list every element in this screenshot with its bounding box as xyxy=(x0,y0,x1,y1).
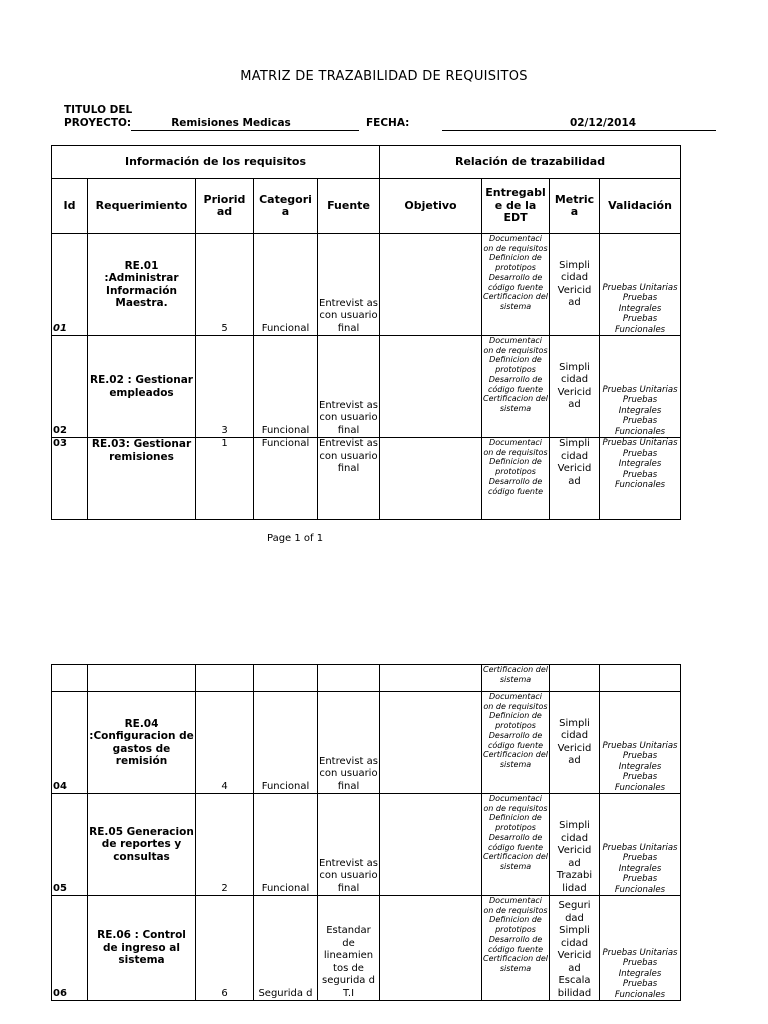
row-priority: 4 xyxy=(196,692,254,794)
row-deliverable: Documentaci on de requisitos Definicion de prototipos Desarrollo de código fuente xyxy=(482,438,550,520)
table-row xyxy=(52,438,681,520)
row-validation: Pruebas Unitarias Pruebas Integrales Pruebas Funcionales xyxy=(600,896,681,1001)
row-requirement: RE.01 :Administrar Información Maestra. xyxy=(88,234,196,336)
document-title: MATRIZ DE TRAZABILIDAD DE REQUISITOS xyxy=(240,69,528,84)
row-validation: Pruebas Unitarias Pruebas Integrales Pruebas Funcionales xyxy=(600,794,681,896)
row-id: 06 xyxy=(52,896,88,1001)
row-source: Entrevist as con usuario final xyxy=(318,794,380,896)
row-id: 05 xyxy=(52,794,88,896)
row-source: Entrevist as con usuario final xyxy=(318,692,380,794)
col-validation: Validación xyxy=(600,179,681,234)
row-deliverable-continuation: Certificacion del sistema xyxy=(482,665,550,692)
row-deliverable: Documentaci on de requisitos Definicion de prototipos Desarrollo de código fuente Certificacion del sistema xyxy=(482,234,550,336)
row-id: 02 xyxy=(52,336,88,438)
row-category: Segurida d xyxy=(254,896,318,1001)
row-source: Entrevist as con usuario final xyxy=(318,234,380,336)
row-id: 03 xyxy=(52,438,88,520)
row-deliverable: Documentaci on de requisitos Definicion de prototipos Desarrollo de código fuente Certificacion del sistema xyxy=(482,336,550,438)
row-priority: 1 xyxy=(196,438,254,520)
row-priority: 6 xyxy=(196,896,254,1001)
group-traceability-relation: Relación de trazabilidad xyxy=(380,146,681,179)
row-category: Funcional xyxy=(254,234,318,336)
row-objective xyxy=(380,896,482,1001)
table-row xyxy=(52,336,681,438)
page-footer: Page 1 of 1 xyxy=(267,533,324,544)
row-metric: Simpli cidad Vericid ad xyxy=(550,234,600,336)
table-row xyxy=(52,692,681,794)
col-priority: Priorid ad xyxy=(196,179,254,234)
row-category: Funcional xyxy=(254,438,318,520)
row-deliverable: Documentaci on de requisitos Definicion de prototipos Desarrollo de código fuente Certificacion del sistema xyxy=(482,896,550,1001)
group-info-requirements: Información de los requisitos xyxy=(52,146,380,179)
row-deliverable: Documentaci on de requisitos Definicion de prototipos Desarrollo de código fuente Certificacion del sistema xyxy=(482,692,550,794)
row-priority: 2 xyxy=(196,794,254,896)
date-value: 02/12/2014 xyxy=(569,117,637,129)
table-row xyxy=(52,665,681,692)
traceability-matrix xyxy=(51,145,681,520)
col-metric: Metric a xyxy=(550,179,600,234)
row-source: Estandar de lineamien tos de segurida d T.I xyxy=(318,896,380,1001)
row-id: 04 xyxy=(52,692,88,794)
project-underline xyxy=(131,130,359,131)
row-category: Funcional xyxy=(254,336,318,438)
col-requirement: Requerimiento xyxy=(88,179,196,234)
row-metric: Simpli cidad Vericid ad xyxy=(550,336,600,438)
traceability-matrix-continued xyxy=(51,664,681,1001)
row-validation: Pruebas Unitarias Pruebas Integrales Pruebas Funcionales xyxy=(600,336,681,438)
row-validation: Pruebas Unitarias Pruebas Integrales Pruebas Funcionales xyxy=(600,234,681,336)
row-metric: Simpli cidad Vericid ad Trazabi lidad xyxy=(550,794,600,896)
date-label: FECHA: xyxy=(366,117,410,129)
row-deliverable: Documentaci on de requisitos Definicion de prototipos Desarrollo de código fuente Certificacion del sistema xyxy=(482,794,550,896)
row-objective xyxy=(380,438,482,520)
row-validation: Pruebas Unitarias Pruebas Integrales Pruebas Funcionales xyxy=(600,692,681,794)
col-source: Fuente xyxy=(318,179,380,234)
row-requirement: RE.03: Gestionar remisiones xyxy=(88,438,196,520)
row-requirement: RE.06 : Control de ingreso al sistema xyxy=(88,896,196,1001)
row-requirement: RE.02 : Gestionar empleados xyxy=(88,336,196,438)
row-source: Entrevist as con usuario final xyxy=(318,438,380,520)
col-id: Id xyxy=(52,179,88,234)
row-id: 01 xyxy=(52,234,88,336)
row-category: Funcional xyxy=(254,794,318,896)
row-requirement: RE.05 Generacion de reportes y consultas xyxy=(88,794,196,896)
row-category: Funcional xyxy=(254,692,318,794)
row-metric: Simpli cidad Vericid ad xyxy=(550,692,600,794)
row-metric: Simpli cidad Vericid ad xyxy=(550,438,600,520)
col-deliverable: Entregabl e de la EDT xyxy=(482,179,550,234)
date-underline xyxy=(442,130,716,131)
row-metric: Seguri dad Simpli cidad Vericid ad Escala bilidad xyxy=(550,896,600,1001)
row-objective xyxy=(380,234,482,336)
row-validation: Pruebas Unitarias Pruebas Integrales Pruebas Funcionales xyxy=(600,438,681,520)
row-source: Entrevist as con usuario final xyxy=(318,336,380,438)
row-priority: 5 xyxy=(196,234,254,336)
project-label: TITULO DEL PROYECTO: xyxy=(64,104,133,129)
table-row xyxy=(52,794,681,896)
project-name: Remisiones Medicas xyxy=(171,117,291,129)
table-row xyxy=(52,234,681,336)
row-requirement: RE.04 :Configuracion de gastos de remisión xyxy=(88,692,196,794)
row-objective xyxy=(380,794,482,896)
col-category: Categori a xyxy=(254,179,318,234)
row-objective xyxy=(380,336,482,438)
table-row xyxy=(52,896,681,1001)
row-objective xyxy=(380,692,482,794)
row-priority: 3 xyxy=(196,336,254,438)
col-objective: Objetivo xyxy=(380,179,482,234)
